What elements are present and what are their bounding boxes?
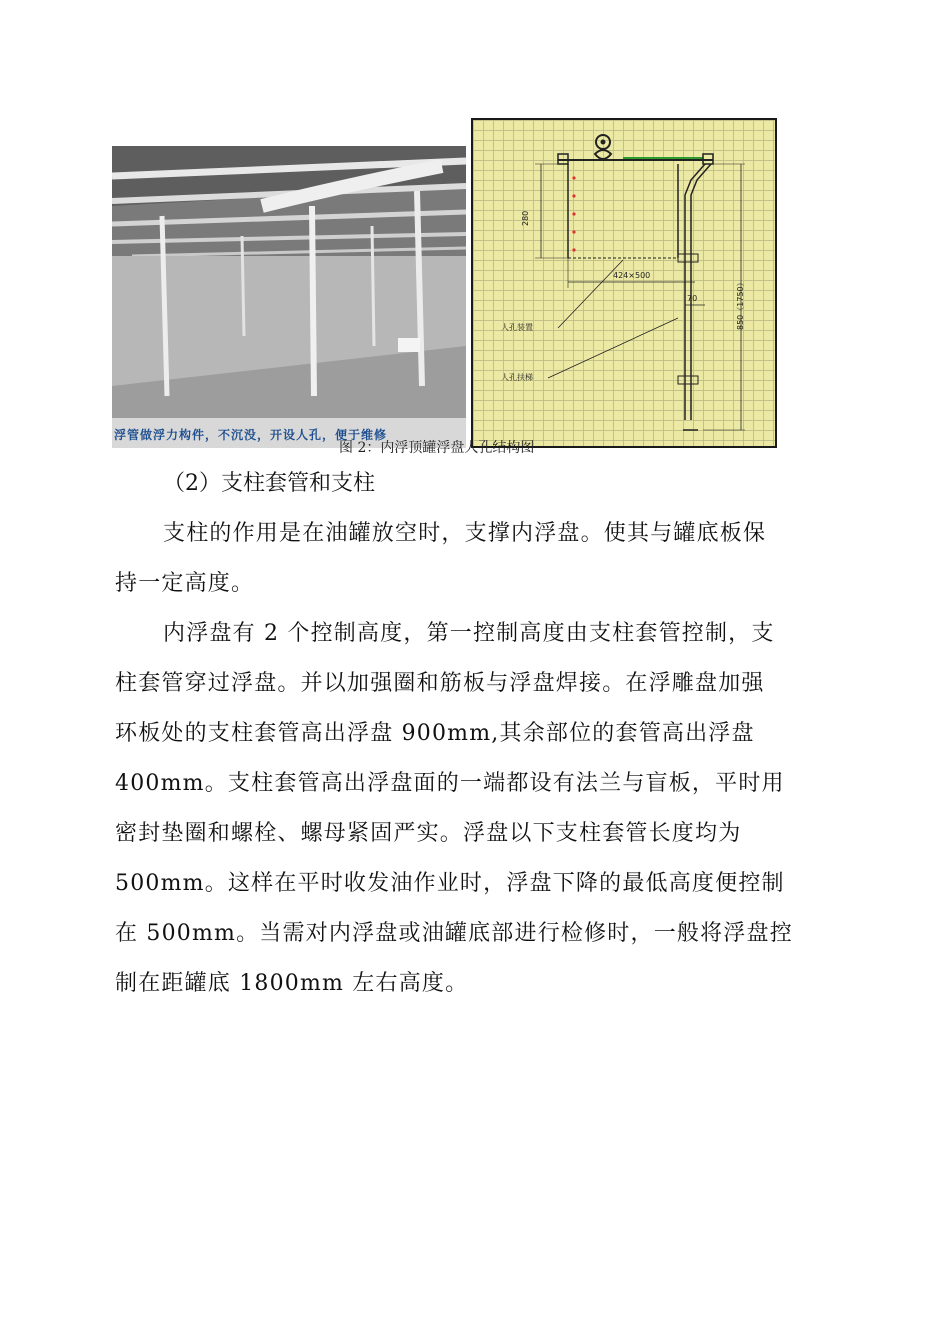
dimension-424x500-label: 424×500 — [613, 271, 651, 280]
photo-column — [312, 206, 314, 396]
photo-column — [242, 236, 244, 336]
drawing-ladder-bracket — [678, 376, 698, 384]
paragraph-2-line-8: 制在距罐底 1800mm 左右高度。 — [115, 971, 469, 996]
dimension-850-label: 850（1750） — [736, 278, 745, 330]
paragraph-2-line-7: 在 500mm。当需对内浮盘或油罐底部进行检修时，一般将浮盘控 — [115, 921, 793, 946]
photo-illustration — [112, 146, 466, 448]
paragraph-2-line-2: 柱套管穿过浮盘。并以加强圈和筋板与浮盘焊接。在浮雕盘加强 — [115, 671, 765, 696]
paragraph-2-line-6: 500mm。这样在平时收发油作业时，浮盘下降的最低高度便控制 — [115, 871, 785, 896]
dimension-70-label: 70 — [687, 294, 698, 303]
paragraph-2-line-5: 密封垫圈和螺栓、螺母紧固严实。浮盘以下支柱套管长度均为 — [115, 821, 742, 846]
drawing-bolts — [572, 176, 575, 251]
drawing-handle-dot — [601, 140, 606, 145]
drawing-lines — [473, 120, 777, 448]
paragraph-2-line-4: 400mm。支柱套管高出浮盘面的一端都设有法兰与盲板，平时用 — [115, 771, 785, 796]
section-heading: （2）支柱套管和支柱 — [163, 471, 375, 496]
floating-pan-photo — [112, 146, 466, 448]
manhole-ladder-label: 人孔扶梯 — [501, 373, 533, 382]
photo-caption: 浮管做浮力构件，不沉没，开设人孔，便于维修 — [114, 428, 388, 442]
manhole-device-label: 人孔装置 — [501, 323, 533, 332]
drawing-ladder-rail — [691, 164, 711, 420]
photo-column — [372, 226, 374, 346]
paragraph-1-line-2: 持一定高度。 — [115, 571, 255, 596]
paragraph-2-line-3: 环板处的支柱套管高出浮盘 900mm,其余部位的套管高出浮盘 — [115, 721, 755, 746]
drawing-leader-ladder — [548, 318, 678, 378]
paragraph-2-line-1: 内浮盘有 2 个控制高度，第一控制高度由支柱套管控制，支 — [163, 621, 775, 646]
drawing-ladder-bracket — [678, 254, 698, 262]
paragraph-1-line-1: 支柱的作用是在油罐放空时，支撑内浮盘。使其与罐底板保 — [163, 521, 767, 546]
figure-caption: 图 2：内浮顶罐浮盘人孔结构图 — [339, 440, 535, 456]
photo-manhole-box — [398, 338, 420, 352]
drawing-ladder-rail — [685, 164, 705, 420]
dimension-280-label: 280 — [521, 210, 530, 226]
manhole-structure-drawing — [471, 118, 777, 448]
drawing-handle-link — [595, 150, 611, 159]
